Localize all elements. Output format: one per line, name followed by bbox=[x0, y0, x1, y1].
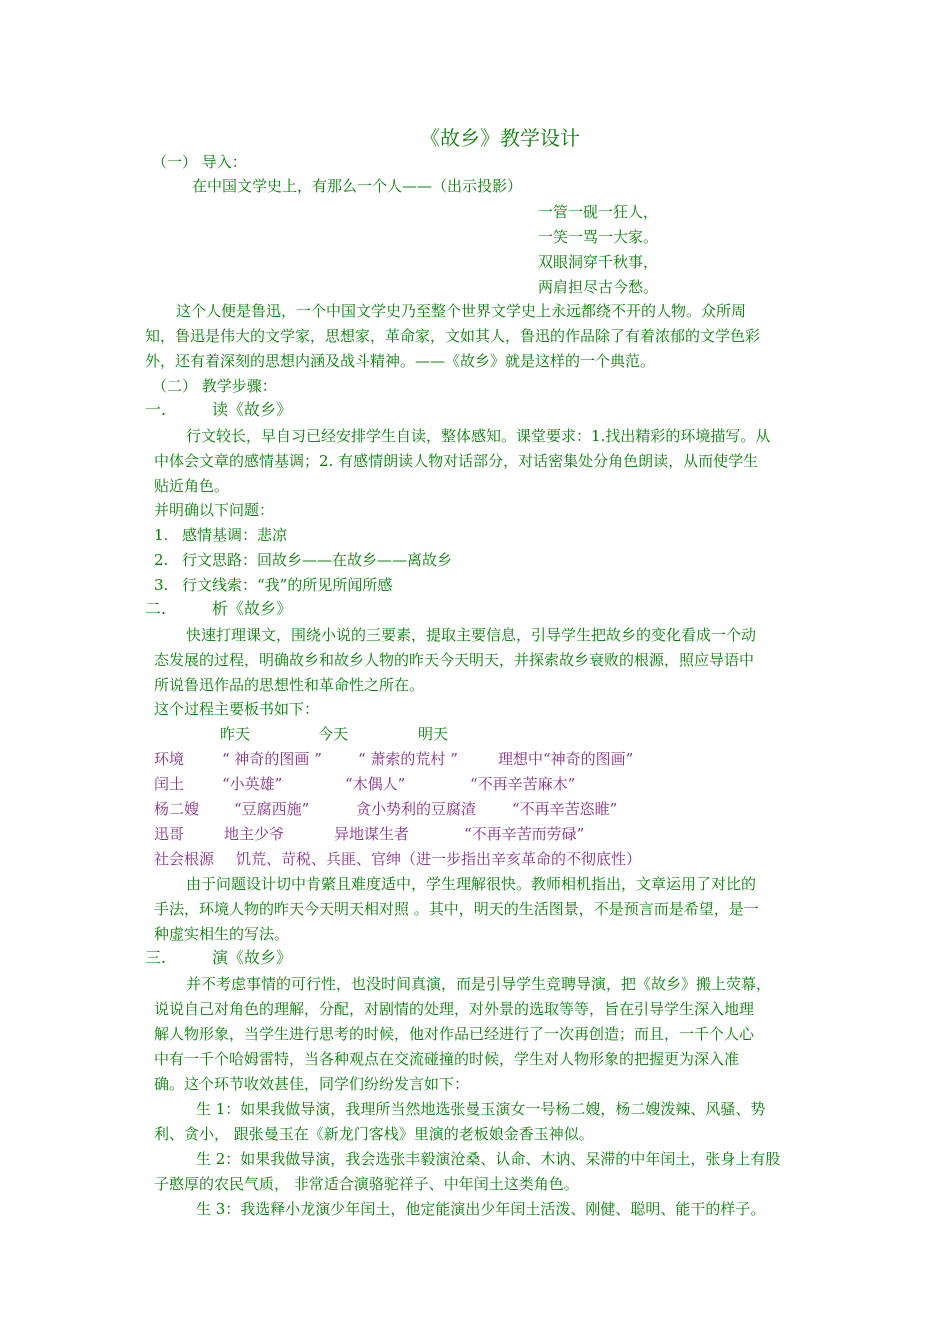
paragraph-line: 这个人便是鲁迅，一个中国文学史乃至整个世界文学史上永远都绕不开的人物。众所周 bbox=[176, 302, 747, 320]
student-response-1: 生 1：如果我做导演，我理所当然地选张曼玉演女一号杨二嫂，杨二嫂泼辣、风骚、势 bbox=[196, 1100, 766, 1118]
board-row-label: 迅哥 bbox=[154, 825, 185, 843]
board-cell: “ 神奇的图画 ” bbox=[222, 750, 322, 768]
list-number: 1. bbox=[154, 526, 169, 544]
paragraph-line: 由于问题设计切中肯綮且难度适中，学生理解很快。教师相机指出，文章运用了对比的 bbox=[186, 875, 757, 893]
board-cell: “豆腐西施” bbox=[234, 800, 310, 818]
board-header: 明天 bbox=[418, 725, 449, 743]
part1-heading: （一） 导入： bbox=[152, 153, 247, 171]
step1-heading: 读《故乡》 bbox=[212, 400, 293, 419]
paragraph-line: 中有一千个哈姆雷特，当各种观点在交流碰撞的时候，学生对人物形象的把握更为深入准 bbox=[154, 1050, 740, 1068]
step1-number: 一. bbox=[145, 400, 167, 419]
paragraph-line: 快速打理课文，围绕小说的三要素，提取主要信息，引导学生把故乡的变化看成一个动 bbox=[186, 626, 757, 644]
paragraph-line: 并不考虑事情的可行性，也没时间真演，而是引导学生竞聘导演，把《故乡》搬上荧幕， bbox=[186, 975, 772, 993]
social-root-label: 社会根源 bbox=[154, 850, 215, 868]
paragraph-line: 知，鲁迅是伟大的文学家，思想家，革命家，文如其人，鲁迅的作品除了有着浓郁的文学色彩 bbox=[145, 327, 761, 345]
student-response-2: 生 2：如果我做导演，我会选张丰毅演沧桑、认命、木讷、呆滞的中年闰土，张身上有股 bbox=[196, 1150, 781, 1168]
board-row-label: 环境 bbox=[154, 750, 185, 768]
student-response-3: 生 3：我选释小龙演少年闰土，他定能演出少年闰土活泼、刚健、聪明、能干的样子。 bbox=[196, 1200, 766, 1218]
board-header: 今天 bbox=[318, 725, 349, 743]
student-response-1: 利、贪小， 跟张曼玉在《新龙门客栈》里演的老板娘金香玉神似。 bbox=[154, 1125, 594, 1143]
board-cell: “不再辛苦而劳碌” bbox=[464, 825, 585, 843]
paragraph-line: 行文较长，早自习已经安排学生自读，整体感知。课堂要求：1.找出精彩的环境描写。从 bbox=[186, 427, 771, 445]
paragraph-line: 种虚实相生的写法。 bbox=[154, 925, 290, 943]
part1-intro: 在中国文学史上，有那么一个人——（出示投影） bbox=[192, 177, 523, 195]
board-row-label: 杨二嫂 bbox=[154, 800, 200, 818]
board-cell: 理想中“神奇的图画” bbox=[498, 750, 634, 768]
paragraph-line: 所说鲁迅作品的思想性和革命性之所在。 bbox=[154, 676, 425, 694]
board-cell: “木偶人” bbox=[345, 775, 406, 793]
list-item: 感情基调：悲凉 bbox=[182, 526, 288, 544]
part2-heading: （二） 教学步骤： bbox=[152, 377, 277, 395]
board-row-label: 闰土 bbox=[154, 775, 185, 793]
board-cell: “不再辛苦麻木” bbox=[470, 775, 576, 793]
paragraph-line: 外，还有着深刻的思想内涵及战斗精神。——《故乡》就是这样的一个典范。 bbox=[145, 352, 656, 370]
paragraph-line: 解人物形象，当学生进行思考的时候，他对作品已经进行了一次再创造；而且，一千个人心 bbox=[154, 1025, 755, 1043]
step2-heading: 析《故乡》 bbox=[212, 599, 293, 618]
list-number: 3. bbox=[154, 576, 169, 594]
board-lead: 这个过程主要板书如下： bbox=[154, 700, 320, 718]
step3-heading: 演《故乡》 bbox=[212, 948, 293, 967]
board-cell: 地主少爷 bbox=[224, 825, 285, 843]
paragraph-line: 贴近角色。 bbox=[154, 477, 230, 495]
board-cell: “小英雄” bbox=[222, 775, 283, 793]
list-item: 行文思路：回故乡——在故乡——离故乡 bbox=[182, 551, 453, 569]
step2-number: 二. bbox=[145, 599, 167, 618]
board-header: 昨天 bbox=[220, 725, 251, 743]
paragraph-line: 手法，环境人物的昨天今天明天相对照 。其中，明天的生活图景，不是预言而是希望，是一 bbox=[154, 900, 759, 918]
paragraph-line: 中体会文章的感情基调；2. 有感情朗读人物对话部分，对话密集处分角色朗读，从而使学生 bbox=[154, 452, 759, 470]
social-root-text: 饥荒、苛税、兵匪、官绅（进一步指出辛亥革命的不彻底性） bbox=[236, 850, 642, 868]
page-title: 《故乡》教学设计 bbox=[420, 126, 580, 150]
board-cell: “ 萧索的荒村 ” bbox=[358, 750, 458, 768]
board-cell: “不再辛苦恣睢” bbox=[512, 800, 618, 818]
poem-line: 一笑一骂一大家。 bbox=[538, 228, 659, 246]
step3-number: 三. bbox=[145, 948, 167, 967]
poem-line: 一管一砚一狂人， bbox=[538, 203, 659, 221]
paragraph-line: 确。这个环节收效甚佳，同学们纷纷发言如下： bbox=[154, 1075, 470, 1093]
poem-line: 两肩担尽古今愁。 bbox=[538, 278, 659, 296]
board-cell: 贪小势利的豆腐渣 bbox=[356, 800, 477, 818]
paragraph-line: 说说自己对角色的理解，分配，对剧情的处理，对外景的选取等等，旨在引导学生深入地理 bbox=[154, 1000, 755, 1018]
board-cell: 异地谋生者 bbox=[334, 825, 410, 843]
list-number: 2. bbox=[154, 551, 169, 569]
poem-line: 双眼洞穿千秋事， bbox=[538, 253, 659, 271]
list-item: 行文线索：“我”的所见所闻所感 bbox=[182, 576, 393, 594]
student-response-2: 子憨厚的农民气质， 非常适合演骆驼祥子、中年闰土这类角色。 bbox=[154, 1175, 579, 1193]
list-lead: 并明确以下问题： bbox=[154, 501, 275, 519]
paragraph-line: 态发展的过程，明确故乡和故乡人物的昨天今天明天，并探索故乡衰败的根源，照应导语中 bbox=[154, 651, 755, 669]
